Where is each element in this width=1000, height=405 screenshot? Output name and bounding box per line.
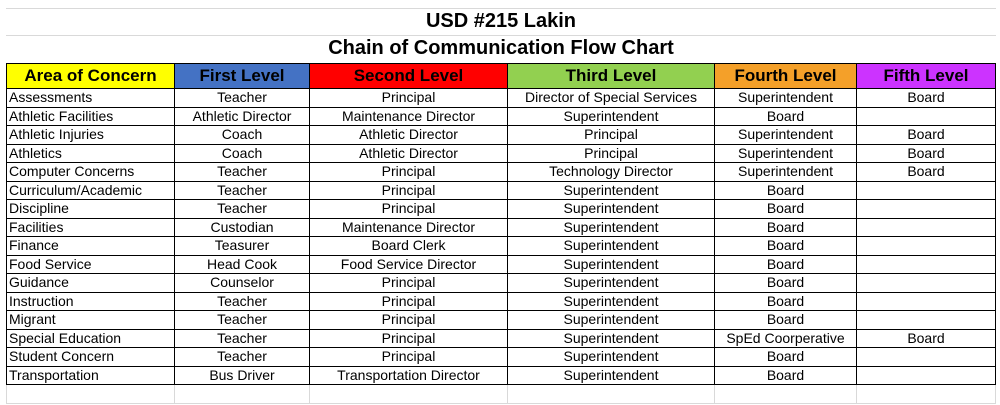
cell-second-level: Principal	[310, 89, 508, 108]
cell-fifth-level	[857, 348, 996, 367]
cell-second-level: Principal	[310, 163, 508, 182]
cell-area: Instruction	[7, 292, 175, 311]
header-third-level: Third Level	[508, 64, 715, 89]
header-first-level: First Level	[175, 64, 310, 89]
cell-third-level: Superintendent	[508, 329, 715, 348]
cell-third-level: Superintendent	[508, 292, 715, 311]
cell-area: Curriculum/Academic	[7, 181, 175, 200]
header-fifth-level: Fifth Level	[857, 64, 996, 89]
cell-fifth-level	[857, 200, 996, 219]
cell-fourth-level: Board	[715, 348, 857, 367]
cell-area: Student Concern	[7, 348, 175, 367]
cell-fifth-level: Board	[857, 163, 996, 182]
cell-area: Transportation	[7, 366, 175, 385]
cell-area: Guidance	[7, 274, 175, 293]
cell-third-level: Principal	[508, 144, 715, 163]
header-area-of-concern: Area of Concern	[7, 64, 175, 89]
table-row	[7, 89, 996, 108]
empty-cell	[715, 385, 857, 404]
cell-area: Athletic Injuries	[7, 126, 175, 145]
cell-area: Athletics	[7, 144, 175, 163]
cell-first-level: Custodian	[175, 218, 310, 237]
table-row	[7, 255, 996, 274]
table-row	[7, 366, 996, 385]
table-row	[7, 274, 996, 293]
cell-fourth-level: Superintendent	[715, 126, 857, 145]
cell-fourth-level: Board	[715, 107, 857, 126]
cell-fourth-level: Board	[715, 366, 857, 385]
cell-first-level: Teacher	[175, 348, 310, 367]
cell-area: Facilities	[7, 218, 175, 237]
cell-second-level: Maintenance Director	[310, 218, 508, 237]
empty-cell	[310, 385, 508, 404]
table-row	[7, 292, 996, 311]
cell-fourth-level: Board	[715, 237, 857, 256]
cell-third-level: Superintendent	[508, 255, 715, 274]
table-row	[7, 181, 996, 200]
cell-third-level: Superintendent	[508, 218, 715, 237]
cell-first-level: Teacher	[175, 89, 310, 108]
cell-fourth-level: Board	[715, 292, 857, 311]
cell-fourth-level: Board	[715, 200, 857, 219]
table-row	[7, 126, 996, 145]
cell-first-level: Counselor	[175, 274, 310, 293]
cell-first-level: Coach	[175, 126, 310, 145]
table-row	[7, 200, 996, 219]
cell-first-level: Teacher	[175, 200, 310, 219]
cell-fifth-level: Board	[857, 126, 996, 145]
cell-area: Migrant	[7, 311, 175, 330]
cell-area: Athletic Facilities	[7, 107, 175, 126]
cell-fourth-level: Board	[715, 218, 857, 237]
cell-fifth-level	[857, 311, 996, 330]
cell-third-level: Superintendent	[508, 311, 715, 330]
cell-area: Special Education	[7, 329, 175, 348]
cell-third-level: Superintendent	[508, 107, 715, 126]
cell-fourth-level: Superintendent	[715, 163, 857, 182]
cell-area: Discipline	[7, 200, 175, 219]
cell-second-level: Principal	[310, 311, 508, 330]
cell-first-level: Teacher	[175, 292, 310, 311]
table-row	[7, 144, 996, 163]
cell-second-level: Principal	[310, 329, 508, 348]
cell-area: Assessments	[7, 89, 175, 108]
cell-second-level: Athletic Director	[310, 126, 508, 145]
cell-first-level: Head Cook	[175, 255, 310, 274]
table-row	[7, 311, 996, 330]
cell-fifth-level	[857, 255, 996, 274]
empty-cell	[857, 385, 996, 404]
cell-third-level: Principal	[508, 126, 715, 145]
document-title: USD #215 Lakin	[425, 10, 577, 32]
cell-third-level: Superintendent	[508, 200, 715, 219]
cell-third-level: Superintendent	[508, 348, 715, 367]
cell-first-level: Teacher	[175, 329, 310, 348]
cell-third-level: Superintendent	[508, 181, 715, 200]
cell-fifth-level: Board	[857, 89, 996, 108]
communication-flow-table	[6, 63, 996, 404]
document-subtitle: Chain of Communication Flow Chart	[328, 37, 674, 59]
cell-first-level: Athletic Director	[175, 107, 310, 126]
table-row	[7, 218, 996, 237]
cell-fifth-level	[857, 181, 996, 200]
cell-third-level: Superintendent	[508, 274, 715, 293]
empty-cell	[508, 385, 715, 404]
cell-area: Food Service	[7, 255, 175, 274]
cell-third-level: Director of Special Services	[508, 89, 715, 108]
cell-third-level: Technology Director	[508, 163, 715, 182]
cell-second-level: Board Clerk	[310, 237, 508, 256]
header-fourth-level: Fourth Level	[715, 64, 857, 89]
table-row	[7, 329, 996, 348]
cell-fourth-level: Superintendent	[715, 89, 857, 108]
cell-fourth-level: Board	[715, 274, 857, 293]
table-row	[7, 237, 996, 256]
cell-second-level: Food Service Director	[310, 255, 508, 274]
cell-first-level: Bus Driver	[175, 366, 310, 385]
cell-fourth-level: Board	[715, 311, 857, 330]
cell-first-level: Coach	[175, 144, 310, 163]
cell-fifth-level	[857, 107, 996, 126]
cell-first-level: Teacher	[175, 163, 310, 182]
cell-second-level: Athletic Director	[310, 144, 508, 163]
cell-first-level: Teacher	[175, 181, 310, 200]
cell-second-level: Maintenance Director	[310, 107, 508, 126]
cell-second-level: Principal	[310, 348, 508, 367]
cell-second-level: Principal	[310, 181, 508, 200]
cell-second-level: Principal	[310, 274, 508, 293]
cell-fifth-level	[857, 274, 996, 293]
cell-second-level: Principal	[310, 200, 508, 219]
cell-fifth-level	[857, 218, 996, 237]
empty-cell	[175, 385, 310, 404]
cell-fifth-level	[857, 237, 996, 256]
table-row	[7, 163, 996, 182]
cell-third-level: Superintendent	[508, 366, 715, 385]
empty-cell	[7, 385, 175, 404]
cell-fourth-level: Board	[715, 181, 857, 200]
cell-fourth-level: SpEd Coorperative	[715, 329, 857, 348]
cell-area: Finance	[7, 237, 175, 256]
cell-second-level: Principal	[310, 292, 508, 311]
table-row	[7, 348, 996, 367]
cell-first-level: Teacher	[175, 311, 310, 330]
table-row	[7, 107, 996, 126]
cell-area: Computer Concerns	[7, 163, 175, 182]
cell-fourth-level: Board	[715, 255, 857, 274]
cell-third-level: Superintendent	[508, 237, 715, 256]
cell-fifth-level: Board	[857, 144, 996, 163]
header-second-level: Second Level	[310, 64, 508, 89]
cell-fifth-level: Board	[857, 329, 996, 348]
cell-fifth-level	[857, 366, 996, 385]
cell-fifth-level	[857, 292, 996, 311]
cell-second-level: Transportation Director	[310, 366, 508, 385]
cell-fourth-level: Superintendent	[715, 144, 857, 163]
empty-row	[7, 385, 996, 404]
header-row	[7, 64, 996, 89]
cell-first-level: Teasurer	[175, 237, 310, 256]
